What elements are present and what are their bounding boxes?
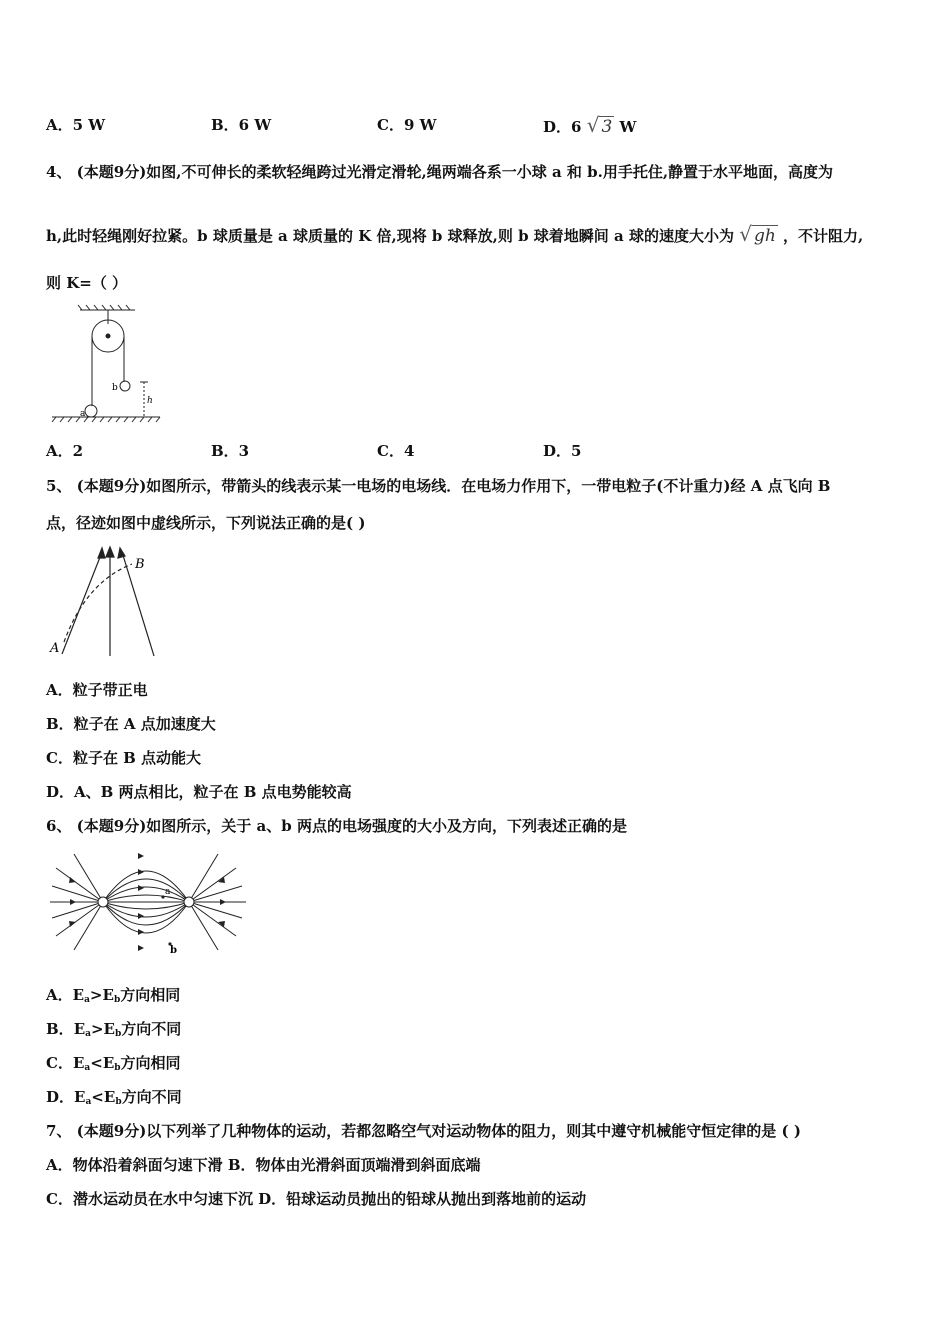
electric-field-lines-figure	[46, 542, 166, 662]
q5-option-b: B．粒子在 A 点加速度大	[46, 715, 216, 733]
q4-option-d: D．5	[543, 442, 582, 460]
q3-option-c: C．9 W	[377, 116, 437, 134]
q4-option-a: A．2	[46, 442, 84, 460]
q6-option-d: D．$E_a<E_b$方向不同	[46, 1088, 182, 1107]
label-h: h	[147, 396, 153, 406]
sqrt-expression: √ 3	[586, 113, 613, 137]
negative-charge	[184, 897, 194, 907]
q6-option-c: C．$E_a<E_b$方向相同	[46, 1054, 181, 1073]
ball-a	[85, 405, 97, 417]
label-B: B	[135, 557, 145, 572]
ball-b	[120, 381, 130, 391]
q5-stem-line1: 5、 (本题9分)如图所示，带箭头的线表示某一电场的电场线．在电场力作用下，一带电粒子(不计重力)经 A 点飞向 B	[46, 477, 831, 495]
q3-option-d: D．6 √ 3 W	[543, 113, 637, 137]
q4-option-c: C．4	[377, 442, 415, 460]
sqrt-gh: √ gh	[739, 222, 776, 246]
q4-stem-line2: h,此时轻绳刚好拉紧。b 球质量是 a 球质量的 K 倍,现将 b 球释放,则 b 球着地瞬间 a 球的速度大小为 √ gh ，不计阻力,	[46, 222, 864, 246]
q5-option-c: C．粒子在 B 点动能大	[46, 749, 202, 767]
positive-charge	[98, 897, 108, 907]
pulley-figure	[50, 302, 165, 426]
label-A: A	[50, 641, 60, 656]
q6-stem-line1: 6、 (本题9分)如图所示，关于 a、b 两点的电场强度的大小及方向，下列表述正确的是	[46, 817, 627, 835]
dipole-field-figure	[46, 848, 252, 956]
q5-option-d: D．A、B 两点相比，粒子在 B 点电势能较高	[46, 783, 352, 801]
q4-option-b: B．3	[211, 442, 250, 460]
q3-option-a: A．5 W	[46, 116, 106, 134]
label-b: b	[170, 945, 177, 956]
q3-option-b: B．6 W	[211, 116, 272, 134]
label-a: a	[80, 409, 86, 419]
q7-stem-line1: 7、 (本题9分)以下列举了几种物体的运动，若都忽略空气对运动物体的阻力，则其中遵守机械能守恒定律的是 ( )	[46, 1122, 801, 1140]
label-b: b	[112, 383, 118, 393]
q7-options-row1: A．物体沿着斜面匀速下滑 B．物体由光滑斜面顶端滑到斜面底端	[46, 1156, 481, 1174]
q4-stem-line1: 4、 (本题9分)如图,不可伸长的柔软轻绳跨过光滑定滑轮,绳两端各系一小球 a 和 b.用手托住,静置于水平地面，高度为	[46, 163, 834, 181]
q5-stem-line2: 点，径迹如图中虚线所示，下列说法正确的是( )	[46, 514, 366, 532]
q6-option-b: B．$E_a>E_b$方向不同	[46, 1020, 182, 1039]
q4-stem-line3: 则 K=（ ）	[46, 274, 128, 292]
q6-option-a: A．$E_a>E_b$方向相同	[46, 986, 181, 1005]
q7-options-row2: C．潜水运动员在水中匀速下沉 D．铅球运动员抛出的铅球从抛出到落地前的运动	[46, 1190, 587, 1208]
q5-option-a: A．粒子带正电	[46, 681, 148, 699]
label-a: a	[165, 887, 171, 897]
